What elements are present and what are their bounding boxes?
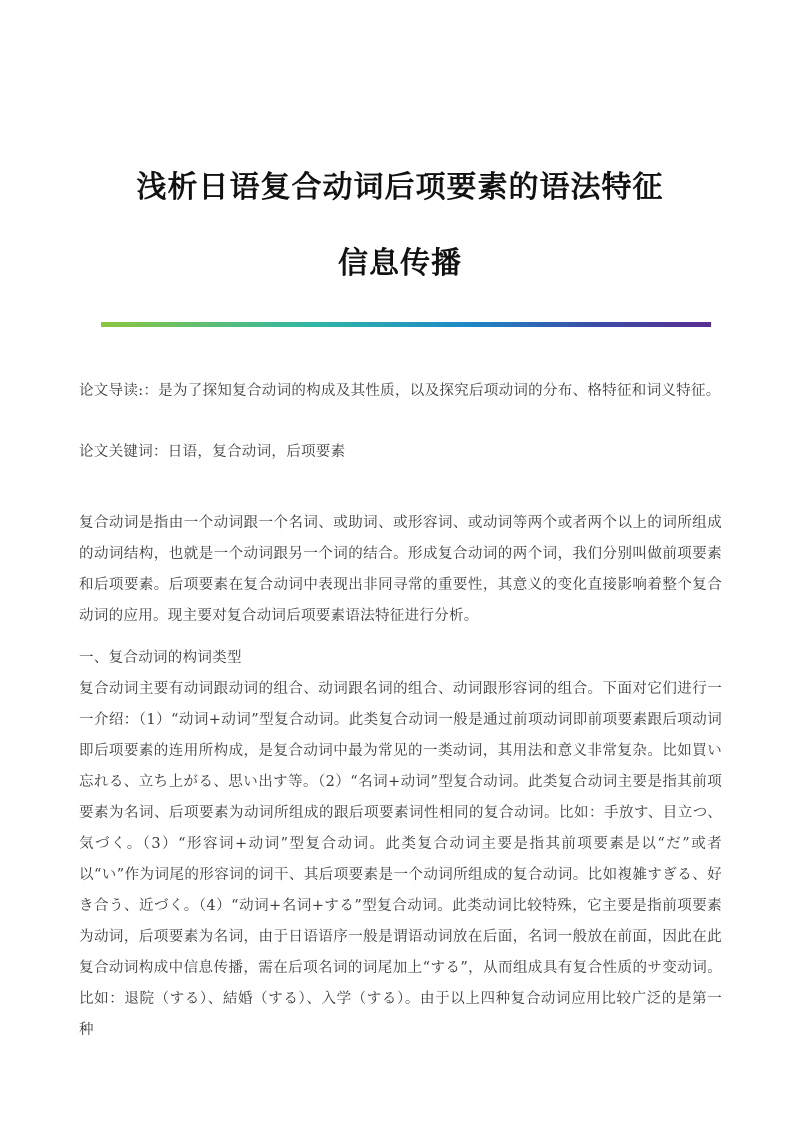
abstract-intro: 论文导读:：是为了探知复合动词的构成及其性质，以及探究后项动词的分布、格特征和词义特征。	[79, 383, 721, 399]
document-subtitle: 信息传播	[338, 246, 462, 281]
document-title: 浅析日语复合动词后项要素的语法特征	[136, 170, 664, 205]
title-divider	[101, 322, 711, 327]
body-paragraph-2: 复合动词主要有动词跟动词的组合、动词跟名词的组合、动词跟形容词的组合。下面对它们进行一一介绍：（1）“动词+动词”型复合动词。此类复合动词一般是通过前项动词即前项要素跟后项动词即后项要素的连用所构成，是复合动词中最为常见的一类动词，其用法和意义非常复杂。比如買い忘れる、立ち上がる、思い出す等。（2）“名词+动词”型复合动词。此类复合动词主要是指其前项要素为名词、后项要素为动词所组成的跟后项要素词性相同的复合动词。比如：手放す、目立つ、気づく。（3）“形容词+动词”型复合动词。此类复合动词主要是指其前项要素是以“だ”或者以“い”作为词尾的形容词的词干、其后项要素是一个动词所组成的复合动词。比如複雑すぎる、好き合う、近づく。（4）“动词+名词+する”型复合动词。此类动词比较特殊，它主要是指前项要素为动词，后项要素为名词，由于日语语序一般是谓语动词放在后面，名词一般放在前面，因此在此复合动词构成中信息传播，需在后项名词的词尾加上“する”，从而组成具有复合性质的サ变动词。比如：退院（する）、結婚（する）、入学（する）。由于以上四种复合动词应用比较广泛的是第一种	[79, 681, 722, 1038]
keywords: 论文关键词：日语，复合动词，后项要素	[79, 444, 346, 460]
body-paragraph-1: 复合动词是指由一个动词跟一个名词、或助词、或形容词、或动词等两个或者两个以上的词所组成的动词结构，也就是一个动词跟另一个词的结合。形成复合动词的两个词，我们分别叫做前项要素和后项要素。后项要素在复合动词中表现出非同寻常的重要性，其意义的变化直接影响着整个复合动词的应用。现主要对复合动词后项要素语法特征进行分析。	[79, 515, 722, 624]
section-heading: 一、复合动词的构词类型	[79, 650, 242, 666]
